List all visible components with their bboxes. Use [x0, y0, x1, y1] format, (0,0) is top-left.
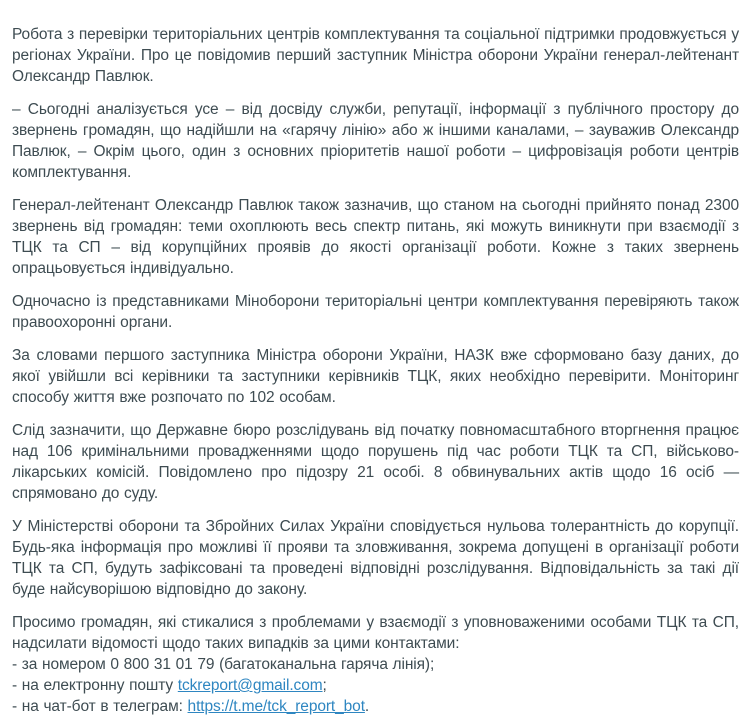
contacts-phone-line: - за номером 0 800 31 01 79 (багатоканальна гаряча лінія); — [12, 656, 435, 673]
paragraph-intro: Робота з перевірки територіальних центрів комплектування та соціальної підтримки продовжується у регіонах України. Про це повідомив перший заступник Міністра оборони України генерал-лейтенант Олександр Павлюк. — [12, 26, 739, 85]
contacts-email-suffix: ; — [322, 677, 327, 694]
email-link[interactable]: tckreport@gmail.com — [177, 677, 323, 694]
paragraph-nazk-database: За словами першого заступника Міністра оборони України, НАЗК вже сформовано базу даних, до якої увійшли всі керівники та заступники керівників ТЦК, яких необхідно перевірити. Моніторинг способу життя вже розпочато по 102 особам. — [12, 347, 739, 406]
paragraph-quote: – Сьогодні аналізується усе – від досвіду служби, репутації, інформації з публічного простору до звернень громадян, що надійшли на «гарячу лінію» або ж іншими каналами, – зауважив Олександр Павлюк, – Окрім цього, один з основних пріоритетів нашої роботи – цифровізація роботи центрів комплектування. — [12, 101, 739, 181]
paragraph-law-enforcement: Одночасно із представниками Міноборони територіальні центри комплектування перевіряють також правоохоронні органи. — [12, 293, 739, 331]
paragraph-dbr-cases: Слід зазначити, що Державне бюро розслідувань від початку повномасштабного вторгнення працює над 106 кримінальними провадженнями щодо порушень під час роботи ТЦК та СП, військово-лікарських комісій. Повідомлено про підозру 21 особі. 8 обвинувальних актів щодо 16 осіб — спрямовано до суду. — [12, 422, 739, 502]
telegram-link[interactable]: https://t.me/tck_report_bot — [187, 698, 365, 715]
contacts-telegram-prefix: - на чат-бот в телеграм: — [12, 698, 188, 715]
contacts-intro: Просимо громадян, які стикалися з проблемами у взаємодії з уповноваженими особами ТЦК та СП, надсилати відомості щодо таких випадків за цими контактами: — [12, 614, 739, 652]
paragraph-appeals-count: Генерал-лейтенант Олександр Павлюк також зазначив, що станом на сьогодні прийнято понад 2300 звернень від громадян: теми охоплюють весь спектр питань, які можуть виникнути при взаємодії з ТЦК та СП – від корупційних проявів до якості організації роботи. Кожне з таких звернень опрацьовується індивідуально. — [12, 197, 739, 277]
paragraph-zero-tolerance: У Міністерстві оборони та Збройних Силах України сповідується нульова толерантність до корупції. Будь-яка інформація про можливі її прояви та зловживання, зокрема допущені в організації роботи ТЦК та СП, будуть зафіксовані та проведені відповідні розслідування. Відповідальність за такі дії буде найсуворішою відповідно до закону. — [12, 518, 739, 598]
paragraph-contacts — [12, 612, 739, 717]
contacts-email-prefix: - на електронну пошту — [12, 677, 178, 694]
article — [12, 24, 739, 717]
contacts-telegram-suffix: . — [364, 698, 370, 715]
